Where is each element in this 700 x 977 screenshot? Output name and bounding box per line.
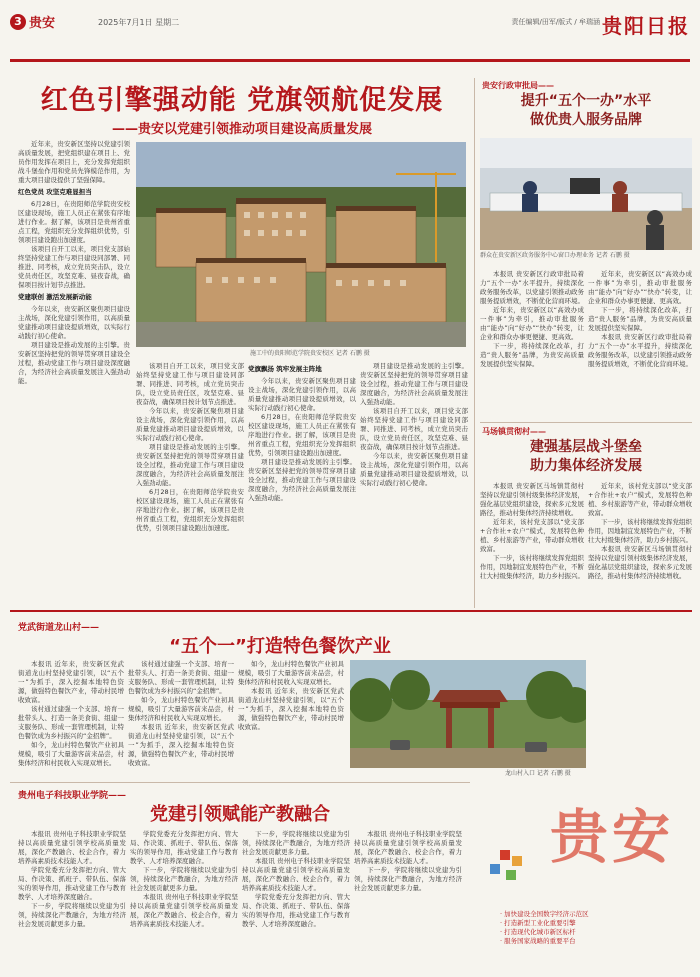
lead-paragraph: 今年以来，贵安新区聚焦项目建设主战场，深化党建引领作用，以高质量党建推动项目建设提质增效，以实际行动践行初心使命。 xyxy=(18,305,130,340)
lead-subhead-1: 红色党员 攻坚克难显担当 xyxy=(18,188,92,196)
side-mid-paragraph: 本报讯 贵安新区马场镇贯彻村坚持以党建引领村级集体经济发展，强化基层党组织建设，探索多元发展路径，推动村集体经济持续增收。 xyxy=(588,545,692,580)
band-bot-paragraph: 下一步，学院将继续以党建为引领，持续深化产教融合，为地方经济社会发展贡献更多力量。 xyxy=(354,866,462,892)
section-name: 贵安 xyxy=(29,16,56,31)
band-mid-column-2 xyxy=(128,660,234,770)
side-mid-column-2 xyxy=(588,482,692,607)
guian-decorative-panel xyxy=(470,790,694,970)
band-bot-paragraph: 学院党委充分发挥把方向、管大局、作决策、抓班子、带队伍、保落实的领导作用，推动党建工作与教育教学、人才培养深度融合。 xyxy=(130,830,238,865)
lead-subhead-2: 党建联创 激活发展新动能 xyxy=(18,293,92,301)
side-mid-paragraph: 近年来，该村党支部以“党支部+合作社+农户”模式，发展特色种植、乡村旅游等产业，带动群众增收致富。 xyxy=(480,518,584,553)
page-number-badge xyxy=(10,12,55,31)
lead-paragraph: 该项目自开工以来，项目党支部始终坚持党建工作与项目建设同部署、同推进、同考核，成立党员突击队，设立党员责任区，攻坚克难、昼夜奋战，确保项目按计划节点推进。 xyxy=(18,245,130,289)
band-bot-paragraph: 本报讯 贵州电子科技职业学院坚持以高质量党建引领学校高质量发展，深化产教融合、校企合作，着力培养高素质技术技能人才。 xyxy=(354,830,462,865)
side-top-paragraph: 下一步，将持续深化改革，打造“贵人服务”品牌，为贵安高质量发展提供坚实保障。 xyxy=(588,306,692,332)
band-bot-paragraph: 学院党委充分发挥把方向、管大局、作决策、抓班子、带队伍、保落实的领导作用，推动党建工作与教育教学、人才培养深度融合。 xyxy=(242,893,350,928)
decorative-color-blocks xyxy=(470,850,530,890)
band-mid-column-3 xyxy=(238,660,344,770)
side-top-paragraph: 本报讯 贵安新区行政审批局着力“五个一办”水平提升，持续深化政务服务改革，以党建引领推动政务服务提质增效，不断优化营商环境。 xyxy=(588,333,692,368)
issue-date: 2025年7月1日 星期二 xyxy=(98,18,180,27)
lead-paragraph: 今年以来，贵安新区聚焦项目建设主战场，深化党建引领作用，以高质量党建推动项目建设提质增效，以实际行动践行初心使命。 xyxy=(360,452,468,487)
band-bot-paragraph: 下一步，学院将继续以党建为引领，持续深化产教融合，为地方经济社会发展贡献更多力量。 xyxy=(130,866,238,892)
band-bot-paragraph: 本报讯 贵州电子科技职业学院坚持以高质量党建引领学校高质量发展，深化产教融合、校企合作，着力培养高素质技术技能人才。 xyxy=(18,830,126,865)
side-mid-paragraph: 下一步，该村将继续发挥党组织作用，因地制宜发展特色产业，不断壮大村级集体经济，助力乡村振兴。 xyxy=(588,518,692,544)
guian-slogan: · 打造现代化城市新区标杆 xyxy=(500,928,576,936)
band-mid-column-1 xyxy=(18,660,124,770)
side-top-paragraph: 近年来，贵安新区以“高效办成一件事”为牵引，推动审批服务由“能办”向“好办”“快办”转变，让企业和群众办事更便捷、更高效。 xyxy=(588,270,692,305)
side-top-paragraph: 近年来，贵安新区以“高效办成一件事”为牵引，推动审批服务由“能办”向“好办”“快办”转变，让企业和群众办事更便捷、更高效。 xyxy=(480,306,584,341)
side-mid-title-line2: 助力集体经济发展 xyxy=(530,458,642,474)
side-top-paragraph: 下一步，将持续深化改革，打造“贵人服务”品牌，为贵安高质量发展提供坚实保障。 xyxy=(480,342,584,368)
lead-paragraph: 6月28日，在贵阳师范学院贵安校区建设现场，施工人员正在紧张有序地进行作业。据了解，该项目是贵州省重点工程，党组织充分发挥组织优势，引领项目建设跑出加速度。 xyxy=(248,413,356,457)
band-mid-paragraph: 该村通过建强一个支部、培育一批带头人、打造一条美食街、组建一支服务队、形成一套管理机制，让特色餐饮成为乡村振兴的“金招牌”。 xyxy=(128,660,234,695)
masthead xyxy=(10,10,690,62)
lead-photo-campus xyxy=(136,142,466,347)
side-top-photo-service-hall xyxy=(480,138,692,250)
band-divider xyxy=(10,610,692,612)
column-divider xyxy=(474,78,475,608)
side-top-title-line2: 做优贵人服务品牌 xyxy=(530,112,642,128)
band-bot-paragraph: 本报讯 贵州电子科技职业学院坚持以高质量党建引领学校高质量发展，深化产教融合、校企合作，着力培养高素质技术技能人才。 xyxy=(130,893,238,928)
band-mid-paragraph: 如今，龙山村特色餐饮产业初具规模，吸引了大量游客前来品尝，村集体经济和村民收入实现双增长。 xyxy=(18,741,124,767)
band-mid-photo-village-gate xyxy=(350,660,586,768)
lead-article-column-1 xyxy=(18,140,130,600)
side-top-column-1 xyxy=(480,270,584,420)
side-mid-title-line1: 建强基层战斗堡垒 xyxy=(530,439,642,455)
band-bot-paragraph: 本报讯 贵州电子科技职业学院坚持以高质量党建引领学校高质量发展，深化产教融合、校企合作，着力培养高素质技术技能人才。 xyxy=(242,857,350,892)
lead-article-column-2 xyxy=(136,362,244,602)
lead-paragraph: 项目建设是推动发展的主引擎。贵安新区坚持把党的领导贯穿项目建设全过程，推动党建工作与项目建设深度融合，为经济社会高质量发展注入强劲动能。 xyxy=(248,458,356,502)
lead-subheadline: ——贵安以党建引领推动项目建设高质量发展 xyxy=(111,122,372,137)
band-mid-tag: 党武街道龙山村—— xyxy=(18,623,100,633)
band-bot-tag: 贵州电子科技职业学院—— xyxy=(18,791,127,801)
band-mid-photo-caption: 龙山村入口 记者 石鹏 摄 xyxy=(505,770,571,777)
lead-intro: 近年来，贵安新区坚持以党建引领高质量发展，把党组织建在项目上、党员作用发挥在项目上，充分发挥党组织战斗堡垒作用和党员先锋模范作用，为重大项目建设提供了坚强保障。 xyxy=(18,140,130,184)
lead-paragraph: 项目建设是推动发展的主引擎。贵安新区坚持把党的领导贯穿项目建设全过程，推动党建工作与项目建设深度融合，为经济社会高质量发展注入强劲动能。 xyxy=(360,362,468,406)
side-mid-column-1 xyxy=(480,482,584,607)
guian-slogan: · 加快建设全国数字经济示范区 xyxy=(500,910,589,918)
lead-subhead-3: 党旗飘扬 筑牢发展主阵地 xyxy=(248,365,322,373)
side-mid-dept: 马场镇贯彻村—— xyxy=(482,427,546,436)
guian-slogan: · 打造新型工业化重要引擎 xyxy=(500,919,576,927)
lead-paragraph: 项目建设是推动发展的主引擎。贵安新区坚持把党的领导贯穿项目建设全过程，推动党建工作与项目建设深度融合，为经济社会高质量发展注入强劲动能。 xyxy=(18,341,130,385)
guian-slogans xyxy=(500,910,589,946)
band-mid-paragraph: 本报讯 近年来，贵安新区党武街道龙山村坚持党建引领，以“五个一”为抓手，深入挖掘本地特色资源，做强特色餐饮产业，带动村民增收致富。 xyxy=(238,687,344,731)
band-bot-paragraph: 下一步，学院将继续以党建为引领，持续深化产教融合，为地方经济社会发展贡献更多力量。 xyxy=(242,830,350,856)
lead-paragraph: 今年以来，贵安新区聚焦项目建设主战场，深化党建引领作用，以高质量党建推动项目建设提质增效，以实际行动践行初心使命。 xyxy=(248,377,356,412)
side-top-paragraph: 本报讯 贵安新区行政审批局着力“五个一办”水平提升，持续深化政务服务改革，以党建引领推动政务服务提质增效，不断优化营商环境。 xyxy=(480,270,584,305)
band-bot-title: 党建引领赋能产教融合 xyxy=(150,804,330,825)
band-bot-paragraph: 下一步，学院将继续以党建为引领，持续深化产教融合，为地方经济社会发展贡献更多力量。 xyxy=(18,902,126,928)
lead-paragraph: 6月28日，在贵阳师范学院贵安校区建设现场，施工人员正在紧张有序地进行作业。据了解，该项目是贵州省重点工程，党组织充分发挥组织优势，引领项目建设跑出加速度。 xyxy=(18,200,130,244)
guian-slogan: · 服务国家战略的重要平台 xyxy=(500,937,576,945)
side-mid-paragraph: 本报讯 贵安新区马场镇贯彻村坚持以党建引领村级集体经济发展，强化基层党组织建设，探索多元发展路径，推动村集体经济持续增收。 xyxy=(480,482,584,517)
editor-credits: 责任编辑/田军/版式 / 牟瑞涵 xyxy=(511,18,600,26)
lead-paragraph: 该项目自开工以来，项目党支部始终坚持党建工作与项目建设同部署、同推进、同考核，成立党员突击队，设立党员责任区，攻坚克难、昼夜奋战，确保项目按计划节点推进。 xyxy=(136,362,244,406)
band-bot-paragraph: 学院党委充分发挥把方向、管大局、作决策、抓班子、带队伍、保落实的领导作用，推动党建工作与教育教学、人才培养深度融合。 xyxy=(18,866,126,901)
side-top-title-line1: 提升“五个一办”水平 xyxy=(520,93,652,109)
newspaper-logo: 贵阳日报 xyxy=(602,14,690,38)
lead-article-column-3 xyxy=(248,362,356,602)
band-mid-paragraph: 本报讯 近年来，贵安新区党武街道龙山村坚持党建引领，以“五个一”为抓手，深入挖掘本地特色资源，做强特色餐饮产业，带动村民增收致富。 xyxy=(128,723,234,767)
band-mid-title: “五个一”打造特色餐饮产业 xyxy=(169,636,391,657)
side-top-photo-caption: 群众在贵安新区政务服务中心窗口办理业务 记者 石鹏 摄 xyxy=(480,252,630,259)
band-mid-paragraph: 本报讯 近年来，贵安新区党武街道龙山村坚持党建引领，以“五个一”为抓手，深入挖掘本地特色资源，做强特色餐饮产业，带动村民增收致富。 xyxy=(18,660,124,704)
side-mid-paragraph: 下一步，该村将继续发挥党组织作用，因地制宜发展特色产业，不断壮大村级集体经济，助力乡村振兴。 xyxy=(480,554,584,580)
side-top-column-2 xyxy=(588,270,692,420)
lead-photo-caption: 施工中的贵阳师范学院贵安校区 记者 石鹏 摄 xyxy=(250,350,370,357)
band-bot-column-1 xyxy=(18,830,126,965)
side-mid-paragraph: 近年来，该村党支部以“党支部+合作社+农户”模式，发展特色种植、乡村旅游等产业，带动群众增收致富。 xyxy=(588,482,692,517)
lead-paragraph: 6月28日，在贵阳师范学院贵安校区建设现场，施工人员正在紧张有序地进行作业。据了解，该项目是贵州省重点工程，党组织充分发挥组织优势，引领项目建设跑出加速度。 xyxy=(136,488,244,532)
section-divider xyxy=(480,422,692,423)
page-number: 3 xyxy=(10,14,26,30)
band-bot-column-3 xyxy=(242,830,350,965)
band-mid-paragraph: 如今，龙山村特色餐饮产业初具规模，吸引了大量游客前来品尝，村集体经济和村民收入实现双增长。 xyxy=(128,696,234,722)
band-bot-column-4 xyxy=(354,830,462,965)
lead-paragraph: 今年以来，贵安新区聚焦项目建设主战场，深化党建引领作用，以高质量党建推动项目建设提质增效，以实际行动践行初心使命。 xyxy=(136,407,244,442)
lead-article-column-4 xyxy=(360,362,468,602)
lead-headline: 红色引擎强动能 党旗领航促发展 xyxy=(40,85,444,116)
side-top-dept: 贵安行政审批局—— xyxy=(482,81,554,90)
band-mid-paragraph: 如今，龙山村特色餐饮产业初具规模，吸引了大量游客前来品尝，村集体经济和村民收入实现双增长。 xyxy=(238,660,344,686)
guian-calligraphy: 贵安 xyxy=(549,803,674,871)
lead-paragraph: 项目建设是推动发展的主引擎。贵安新区坚持把党的领导贯穿项目建设全过程，推动党建工作与项目建设深度融合，为经济社会高质量发展注入强劲动能。 xyxy=(136,443,244,487)
lead-paragraph: 该项目自开工以来，项目党支部始终坚持党建工作与项目建设同部署、同推进、同考核，成立党员突击队，设立党员责任区，攻坚克难、昼夜奋战，确保项目按计划节点推进。 xyxy=(360,407,468,451)
section-divider xyxy=(10,782,470,783)
band-mid-paragraph: 该村通过建强一个支部、培育一批带头人、打造一条美食街、组建一支服务队、形成一套管理机制，让特色餐饮成为乡村振兴的“金招牌”。 xyxy=(18,705,124,740)
band-bot-column-2 xyxy=(130,830,238,965)
